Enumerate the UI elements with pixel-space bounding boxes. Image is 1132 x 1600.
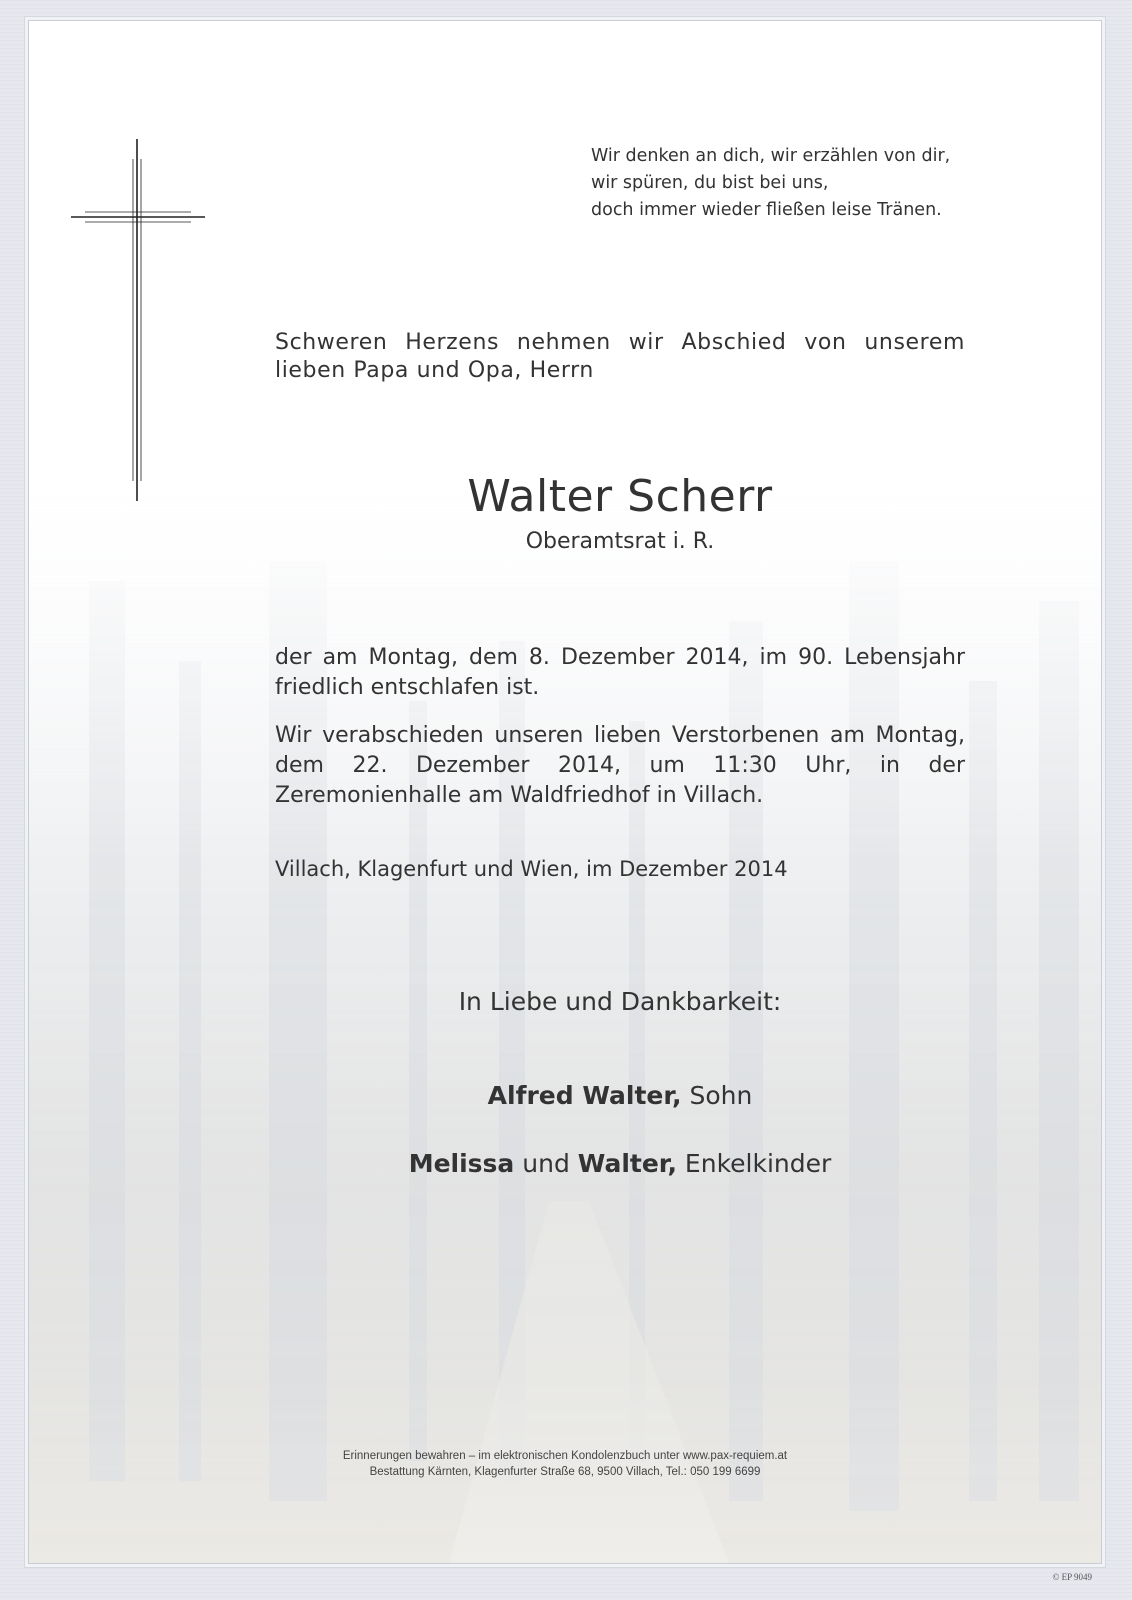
quote-line: wir spüren, du bist bei uns, (591, 173, 829, 193)
mourner-name: Walter, (577, 1149, 677, 1178)
footer-funeral-home-line: Bestattung Kärnten, Klagenfurter Straße 68, 9500 Villach, Tel.: 050 199 6699 (369, 1466, 761, 1478)
deceased-name: Walter Scherr (467, 471, 773, 522)
footer-condolence-line: Erinnerungen bewahren – im elektronischen Kondolenzbuch unter www.pax-requiem.at (342, 1450, 788, 1462)
mourner-name: Alfred Walter, (487, 1081, 682, 1110)
death-notice: der am Montag, dem 8. Dezember 2014, im 90. Lebensjahr friedlich entschlafen ist. (275, 645, 965, 700)
copyright-mark: © EP 9049 (1052, 1572, 1092, 1582)
deceased-title: Oberamtsrat i. R. (525, 529, 715, 554)
intro-text: Schweren Herzens nehmen wir Abschied von unserem lieben Papa und Opa, Herrn (275, 330, 965, 383)
footer (29, 1448, 1101, 1480)
quote-line: doch immer wieder fließen leise Tränen. (591, 200, 942, 220)
farewell-details: Wir verabschieden unseren lieben Verstorbenen am Montag, dem 22. Dezember 2014, um 11:30 Uhr, in der Zeremonienhalle am Waldfriedhof in Villach. (275, 723, 965, 808)
obituary-card (28, 20, 1102, 1564)
closing-line: In Liebe und Dankbarkeit: (458, 987, 782, 1016)
mourner-relation: Sohn (689, 1081, 753, 1110)
quote-line: Wir denken an dich, wir erzählen von dir, (591, 146, 951, 166)
mourner-connector: und (522, 1149, 570, 1178)
place-date: Villach, Klagenfurt und Wien, im Dezember 2014 (275, 857, 788, 881)
mourner-name: Melissa (408, 1149, 515, 1178)
mourner-son (275, 1081, 965, 1110)
cross-icon (71, 139, 205, 501)
mourner-grandchildren (275, 1149, 965, 1178)
memorial-quote (591, 143, 1031, 224)
mourner-relation: Enkelkinder (684, 1149, 832, 1178)
